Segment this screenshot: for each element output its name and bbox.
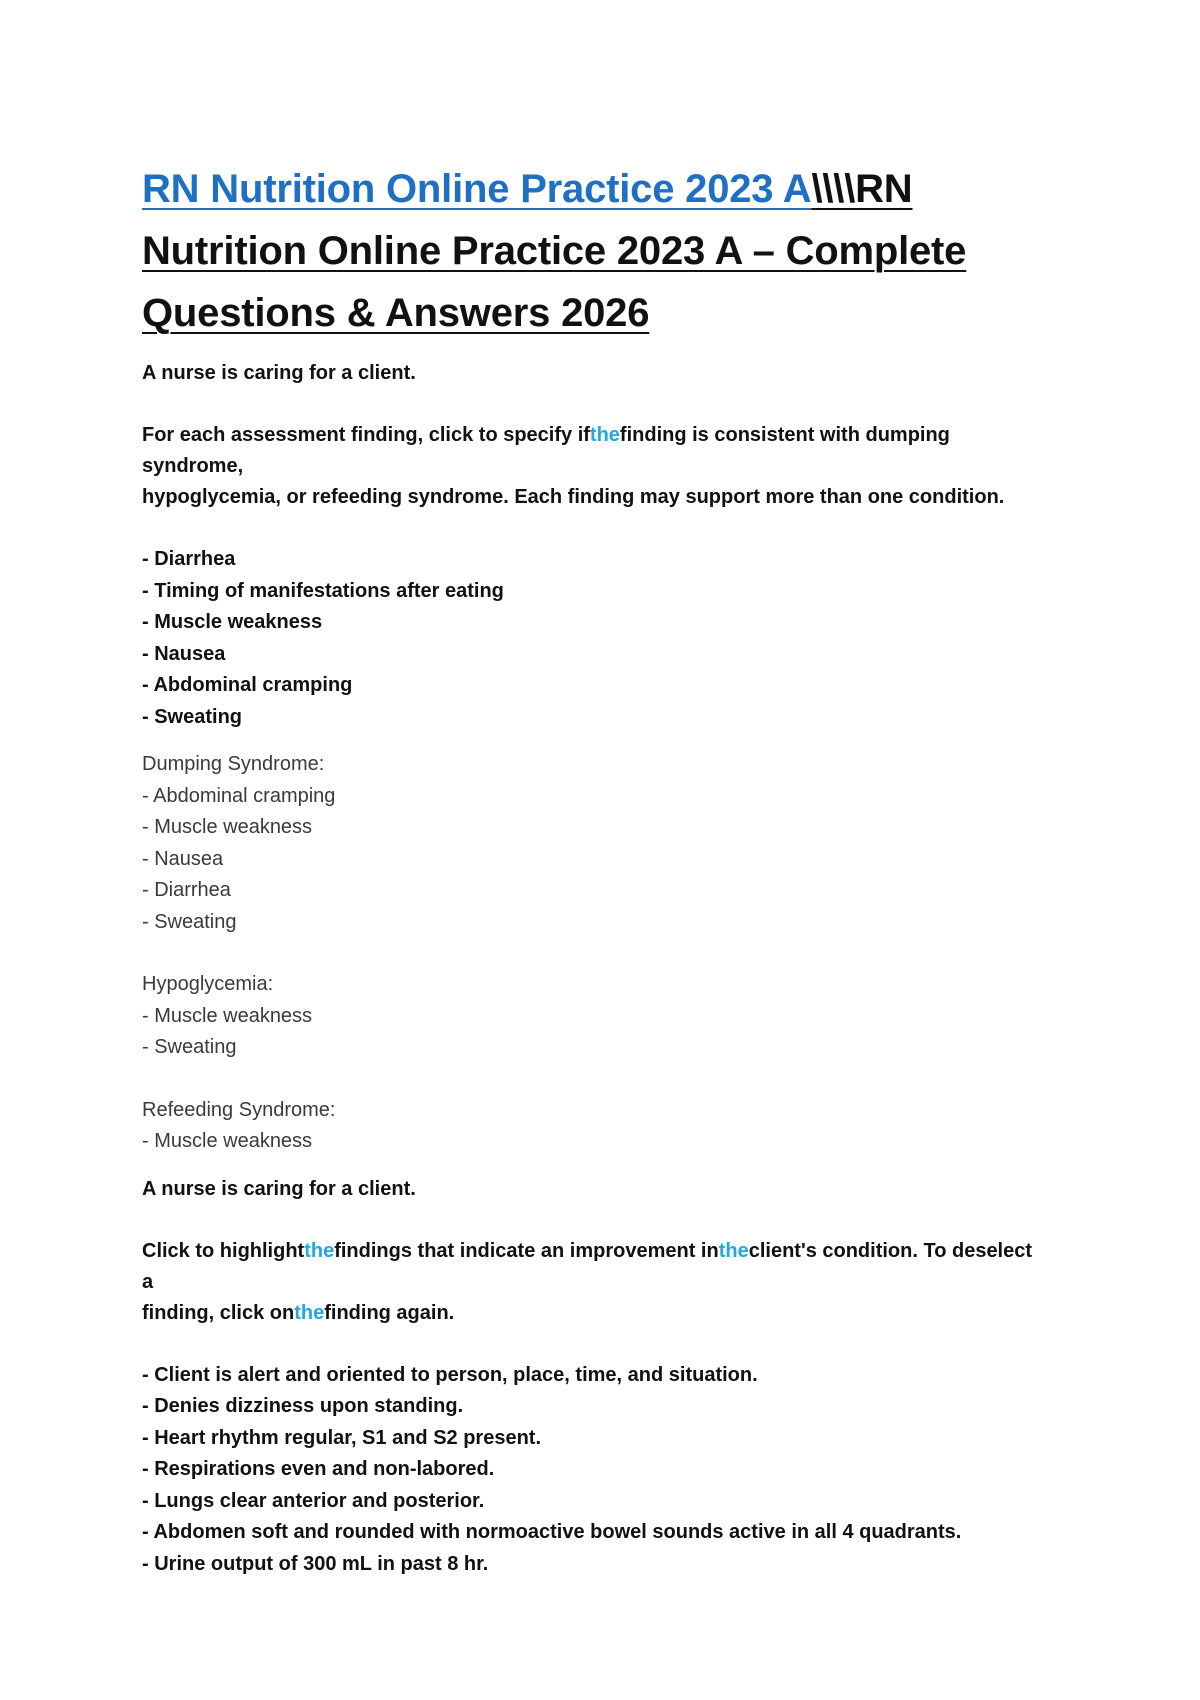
q2-findings-list: [142, 1360, 1042, 1581]
list-item: - Sweating: [142, 1036, 237, 1058]
hypoglycemia-answers: [142, 969, 1042, 1064]
title-line-2: Nutrition Online Practice 2023 A – Complete: [142, 229, 967, 273]
list-item: - Abdominal cramping: [142, 674, 353, 696]
dumping-syndrome-answers: [142, 749, 1042, 938]
q1-findings-list: [142, 544, 1042, 733]
list-item: - Diarrhea: [142, 879, 231, 901]
list-item: - Client is alert and oriented to person, place, time, and situation.: [142, 1363, 758, 1386]
refeeding-syndrome-answers: [142, 1095, 1042, 1158]
answer-heading: Hypoglycemia:: [142, 973, 274, 995]
list-item: - Muscle weakness: [142, 1004, 313, 1027]
list-item: - Abdomen soft and rounded with normoactive bowel sounds active in all 4 quadrants.: [142, 1521, 962, 1543]
q1-stem: A nurse is caring for a client.: [142, 362, 416, 384]
document-content: [142, 158, 1042, 1580]
document-title: [142, 158, 1042, 344]
q2-stem: A nurse is caring for a client.: [142, 1177, 416, 1200]
list-item: - Urine output of 300 mL in past 8 hr.: [142, 1552, 489, 1575]
list-item: - Muscle weakness: [142, 816, 313, 838]
title-link[interactable]: RN Nutrition Online Practice 2023 A: [142, 167, 812, 211]
list-item: - Diarrhea: [142, 548, 236, 570]
list-item: - Nausea: [142, 847, 224, 870]
title-line-3: Questions & Answers 2026: [142, 291, 650, 335]
list-item: - Heart rhythm regular, S1 and S2 present.: [142, 1426, 542, 1449]
list-item: - Muscle weakness: [142, 611, 323, 633]
list-item: - Respirations even and non-labored.: [142, 1458, 495, 1480]
q1-instructions: For each assessment finding, click to specify ifthefinding is consistent with dumping syndrome, hypoglycemia, or refeeding syndrome. Each finding may support more than one condition.: [142, 424, 1005, 508]
title-slashes: \\\\RN: [811, 167, 913, 211]
list-item: - Denies dizziness upon standing.: [142, 1395, 464, 1417]
q2-instructions: Click to highlightthefindings that indicate an improvement intheclient's condition. To deselect a finding, click onthefinding again.: [142, 1239, 1033, 1324]
answer-heading: Dumping Syndrome:: [142, 753, 325, 775]
list-item: - Timing of manifestations after eating: [142, 579, 504, 602]
list-item: - Lungs clear anterior and posterior.: [142, 1489, 485, 1512]
list-item: - Sweating: [142, 910, 237, 933]
list-item: - Nausea: [142, 642, 226, 665]
list-item: - Sweating: [142, 705, 243, 728]
answer-heading: Refeeding Syndrome:: [142, 1098, 336, 1121]
list-item: - Abdominal cramping: [142, 784, 336, 807]
list-item: - Muscle weakness: [142, 1130, 313, 1152]
